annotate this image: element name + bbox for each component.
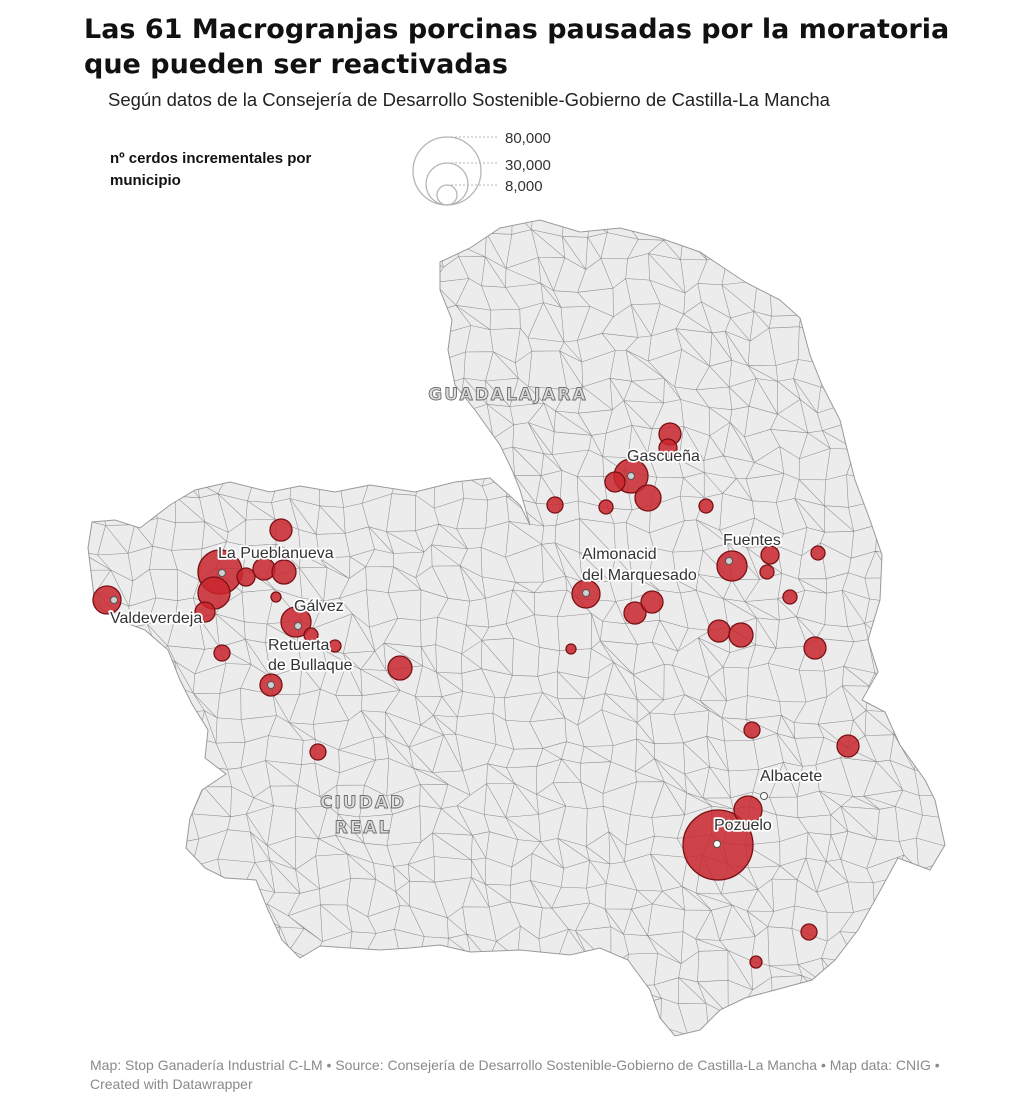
place-dot-almonacid [583, 590, 590, 597]
bubble-pueblanueva-small[interactable] [271, 592, 281, 602]
place-label-la-pueblanueva: La Pueblanueva [218, 545, 334, 562]
bubble-gascuena-west-2[interactable] [547, 497, 563, 513]
place-dot-retuerta [268, 682, 275, 689]
place-dot-pozuelo [714, 841, 721, 848]
bubble-retuerta-east[interactable] [329, 640, 341, 652]
legend-label-8000: 8,000 [505, 178, 543, 195]
bubble-albacete-north[interactable] [744, 722, 760, 738]
bubble-retuerta-west[interactable] [214, 645, 230, 661]
bubble-albacete-south[interactable] [801, 924, 817, 940]
bubble-gascuena-east[interactable] [699, 499, 713, 513]
region-label-ciudad: CIUDAD [320, 793, 406, 813]
place-label-del-marquesado: del Marquesado [582, 567, 697, 584]
place-dot-albacete [761, 793, 768, 800]
bubble-cuenca-south-1[interactable] [708, 620, 730, 642]
place-label-de-bullaque: de Bullaque [268, 657, 353, 674]
land-shape [88, 220, 945, 1036]
place-label-fuentes: Fuentes [723, 532, 781, 549]
map-subtitle: Según datos de la Consejería de Desarrollo Sostenible-Gobierno de Castilla-La Mancha [108, 89, 830, 110]
legend-label-80000: 80,000 [505, 130, 551, 147]
castilla-la-mancha-land [72, 206, 976, 1063]
map-title: Las 61 Macrogranjas porcinas pausadas por la moratoria que pueden ser reactivadas [84, 14, 950, 80]
map-footer-credits: Map: Stop Ganadería Industrial C-LM • Source: Consejería de Desarrollo Sostenible-Gobierno de Castilla-La Mancha • Map data: CNIG • Created with Datawrapper [90, 1057, 940, 1092]
bubble-fuentes[interactable] [717, 551, 747, 581]
bubble-toledo-east[interactable] [388, 656, 412, 680]
place-label-gascuena: Gascueña [627, 448, 700, 465]
place-label-valdeverdeja: Valdeverdeja [110, 610, 203, 627]
bubble-gascuena-south[interactable] [635, 485, 661, 511]
place-dot-fuentes [726, 558, 733, 565]
legend-title: nº cerdos incrementales por municipio [110, 150, 312, 189]
place-dot-valdeverdeja [111, 597, 118, 604]
bubble-gascuena-west[interactable] [605, 472, 625, 492]
place-label-pozuelo: Pozuelo [714, 817, 772, 834]
region-label-real: REAL [334, 818, 392, 838]
legend-label-30000: 30,000 [505, 157, 551, 174]
place-dot-la-pueblanueva [219, 570, 226, 577]
bubble-almonacid-east-2[interactable] [641, 591, 663, 613]
bubble-ciudad-real-north[interactable] [310, 744, 326, 760]
bubble-pueblanueva-east-1[interactable] [237, 568, 255, 586]
region-label-guadalajara: GUADALAJARA [428, 385, 588, 405]
bubble-fuentes-far-east[interactable] [811, 546, 825, 560]
place-dot-galvez [295, 623, 302, 630]
place-label-albacete: Albacete [760, 768, 823, 785]
bubble-pueblanueva-north[interactable] [270, 519, 292, 541]
bubble-cuenca-south-2[interactable] [729, 623, 753, 647]
bubble-fuentes-east-2[interactable] [760, 565, 774, 579]
place-dot-gascuena [628, 473, 635, 480]
bubble-gascuena-sw[interactable] [599, 500, 613, 514]
bubble-albacete-far-south[interactable] [750, 956, 762, 968]
bubble-albacete-ne[interactable] [837, 735, 859, 757]
place-label-galvez: Gálvez [294, 598, 344, 615]
place-label-almonacid: Almonacid [582, 546, 657, 563]
bubble-fuentes-south[interactable] [783, 590, 797, 604]
bubble-cuenca-far-east[interactable] [804, 637, 826, 659]
bubble-almonacid-sw[interactable] [566, 644, 576, 654]
place-label-retuerta: Retuerta [268, 637, 330, 654]
bubble-pueblanueva-east-3[interactable] [272, 560, 296, 584]
